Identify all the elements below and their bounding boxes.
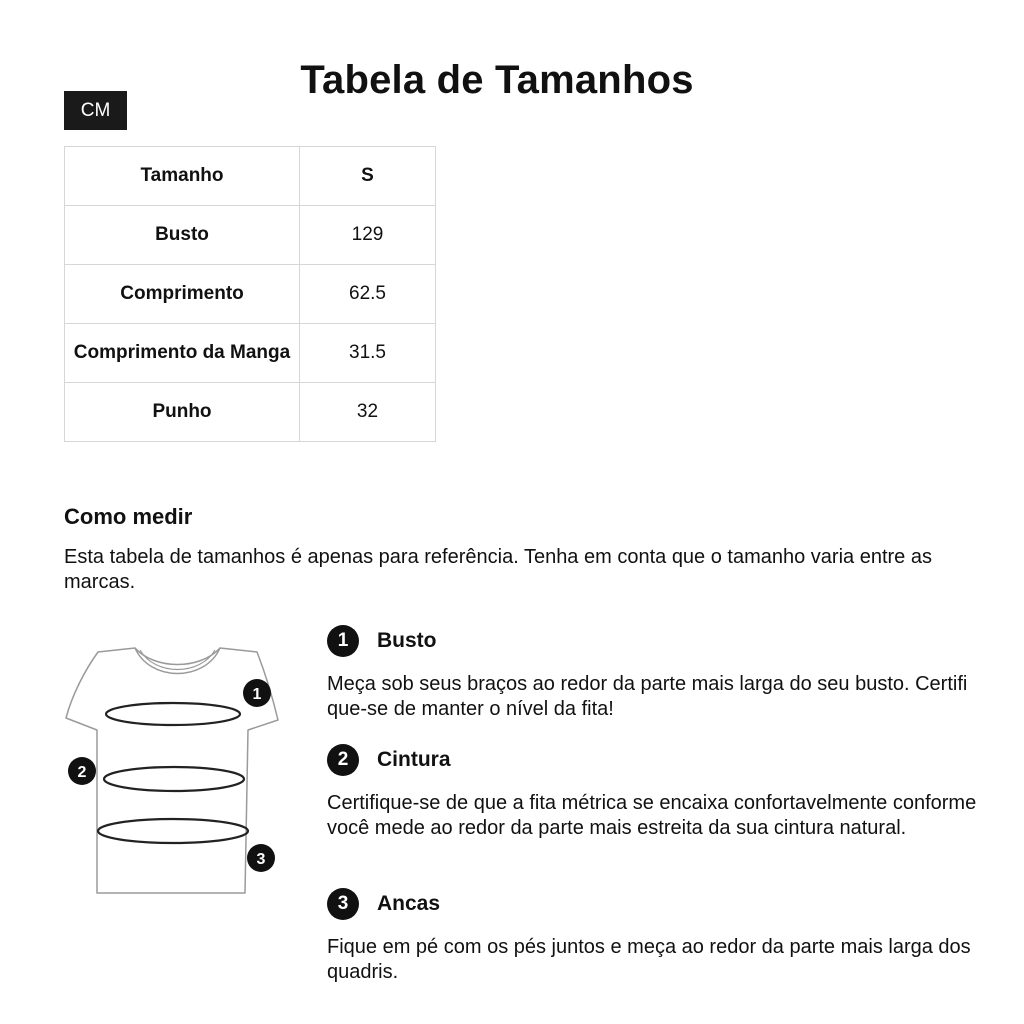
unit-badge: CM bbox=[64, 91, 127, 130]
table-row bbox=[65, 324, 436, 383]
table-row bbox=[65, 265, 436, 324]
step-number-icon: 1 bbox=[327, 625, 359, 657]
row-label: Punho bbox=[65, 383, 300, 442]
row-label: Comprimento da Manga bbox=[65, 324, 300, 383]
table-header-size: S bbox=[300, 147, 436, 206]
row-value: 31.5 bbox=[300, 324, 436, 383]
step-title: Busto bbox=[377, 629, 437, 652]
step-number-icon: 3 bbox=[327, 888, 359, 920]
measure-step-waist bbox=[327, 743, 987, 840]
marker-3-icon bbox=[247, 844, 275, 872]
table-header-row bbox=[65, 147, 436, 206]
step-title: Ancas bbox=[377, 892, 441, 915]
measure-step-bust bbox=[327, 624, 987, 721]
size-table bbox=[64, 146, 436, 442]
table-header-label: Tamanho bbox=[65, 147, 300, 206]
marker-1-icon bbox=[243, 679, 271, 707]
row-value: 32 bbox=[300, 383, 436, 442]
step-title: Cintura bbox=[377, 748, 451, 771]
marker-2-icon bbox=[68, 757, 96, 785]
step-text: Certifique-se de que a fita métrica se encaixa confortavelmente conforme você mede ao redor da parte mais estreita da sua cintura natural. bbox=[327, 792, 977, 839]
t-shirt-measurement-icon bbox=[60, 640, 290, 910]
step-number-icon: 2 bbox=[327, 744, 359, 776]
step-text: Fique em pé com os pés juntos e meça ao redor da parte mais larga dos quadris. bbox=[327, 936, 971, 983]
svg-text:1: 1 bbox=[252, 686, 262, 703]
table-row bbox=[65, 206, 436, 265]
how-to-measure-description: Esta tabela de tamanhos é apenas para referência. Tenha em conta que o tamanho varia entre as marcas. bbox=[64, 546, 932, 593]
page-title: Tabela de Tamanhos bbox=[300, 58, 694, 102]
table-row bbox=[65, 383, 436, 442]
how-to-measure-title: Como medir bbox=[64, 504, 193, 529]
row-value: 129 bbox=[300, 206, 436, 265]
svg-text:3: 3 bbox=[256, 851, 266, 868]
row-label: Busto bbox=[65, 206, 300, 265]
row-label: Comprimento bbox=[65, 265, 300, 324]
row-value: 62.5 bbox=[300, 265, 436, 324]
measure-step-hips bbox=[327, 887, 987, 984]
svg-text:2: 2 bbox=[77, 764, 87, 781]
step-text: Meça sob seus braços ao redor da parte mais larga do seu busto. Certifique-se de manter o nível da fita! bbox=[327, 673, 968, 720]
